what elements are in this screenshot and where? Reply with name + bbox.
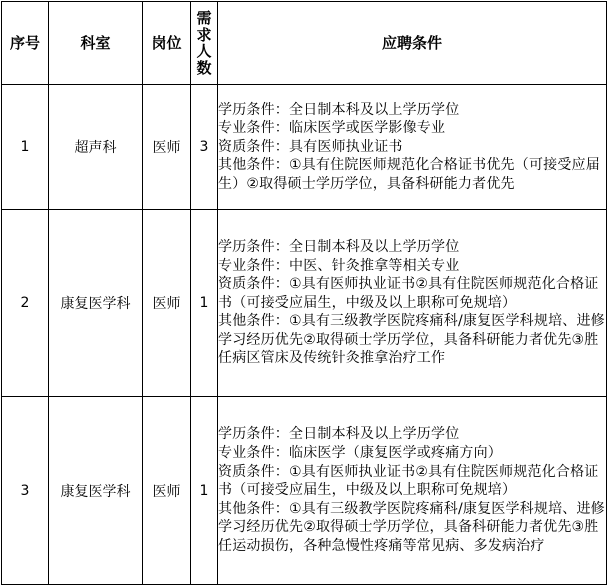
cell-position: 医师: [143, 85, 191, 210]
cell-count: 1: [191, 210, 218, 397]
header-count-char: 人: [196, 42, 212, 60]
cell-department: 康复医学科: [49, 397, 143, 585]
cell-requirements: [218, 85, 607, 210]
requirement-other: 其他条件：①具有三级教学医院疼痛科/康复医学科规培、进修学习经历优先②取得硕士学历学位，具备科研能力者优先③胜任病区管床及传统针灸推拿治疗工作: [218, 313, 605, 367]
requirement-major: 专业条件：临床医学（康复医学或疼痛方向）: [218, 445, 502, 462]
cell-index: 2: [2, 210, 49, 397]
cell-department: 康复医学科: [49, 210, 143, 397]
requirement-qualification: 资质条件：①具有医师执业证书②具有住院医师规范化合格证书（可接受应届生，中级及以上职称可免规培）: [218, 463, 599, 499]
recruitment-table: [1, 1, 607, 585]
requirement-education: 学历条件：全日制本科及以上学历学位: [218, 426, 460, 443]
header-count: [191, 2, 218, 85]
header-position: 岗位: [143, 2, 191, 85]
requirement-major: 专业条件：中医、针灸推拿等相关专业: [218, 257, 460, 274]
requirement-qualification: 资质条件：具有医师执业证书: [218, 138, 403, 155]
cell-index: 1: [2, 85, 49, 210]
table-row: [2, 85, 607, 210]
header-count-char: 求: [196, 25, 212, 44]
cell-count: 1: [191, 397, 218, 585]
header-count-char: 需: [196, 9, 212, 27]
cell-requirements: [218, 210, 607, 397]
cell-position: 医师: [143, 397, 191, 585]
cell-index: 3: [2, 397, 49, 585]
requirement-other: 其他条件：①具有三级教学医院疼痛科/康复医学科规培、进修学习经历优先②取得硕士学历学位，具备科研能力者优先③胜任运动损伤，各种急慢性疼痛等常见病、多发病治疗: [218, 500, 605, 554]
header-count-char: 数: [196, 58, 212, 77]
table-row: [2, 397, 607, 585]
header-index: 序号: [2, 2, 49, 85]
cell-department: 超声科: [49, 85, 143, 210]
header-requirements: 应聘条件: [218, 2, 607, 85]
cell-requirements: [218, 397, 607, 585]
table-row: [2, 210, 607, 397]
header-department: 科室: [49, 2, 143, 85]
requirement-qualification: 资质条件：①具有医师执业证书②具有住院医师规范化合格证书（可接受应届生，中级及以上职称可免规培）: [218, 276, 599, 311]
cell-count: 3: [191, 85, 218, 210]
cell-position: 医师: [143, 210, 191, 397]
requirement-education: 学历条件：全日制本科及以上学历学位: [218, 238, 460, 255]
header-row: [2, 2, 607, 85]
requirement-major: 专业条件：临床医学或医学影像专业: [218, 120, 446, 137]
requirement-education: 学历条件：全日制本科及以上学历学位: [218, 101, 460, 118]
requirement-other: 其他条件：①具有住院医师规范化合格证书优先（可接受应届生）②取得硕士学历学位，具备科研能力者优先: [218, 157, 600, 192]
